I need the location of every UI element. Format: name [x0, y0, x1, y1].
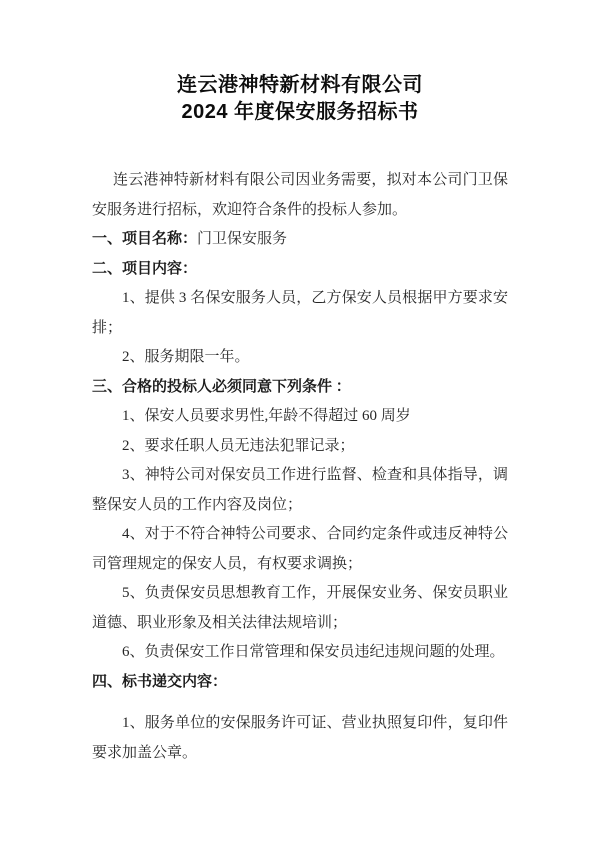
section-heading-2: 二、项目内容：	[92, 260, 198, 277]
section-3-item-4: 4、对于不符合神特公司要求、合同约定条件或违反神特公司管理规定的保安人员，有权要求调换；	[92, 526, 508, 572]
document-body	[92, 166, 508, 768]
section-3-item-2: 2、要求任职人员无违法犯罪记录；	[122, 437, 355, 454]
section-3-item-1: 1、保安人员要求男性,年龄不得超过 60 周岁	[122, 408, 411, 424]
section-3-item-3: 3、神特公司对保安员工作进行监督、检查和具体指导，调整保安人员的工作内容及岗位；	[92, 467, 508, 513]
section-heading-3: 三、合格的投标人必须同意下列条件 ：	[92, 378, 351, 395]
section-4-item-1: 1、服务单位的安保服务许可证、营业执照复印件，复印件要求加盖公章。	[92, 715, 508, 761]
section-3-item-6: 6、负责保安工作日常管理和保安员违纪违规问题的处理。	[122, 644, 505, 660]
section-2-item-2: 2、服务期限一年。	[122, 349, 250, 365]
section-2-item-1: 1、提供 3 名保安服务人员，乙方保安人员根据甲方要求安排；	[92, 290, 508, 336]
section-heading-4: 四、标书递交内容：	[92, 673, 228, 690]
intro-paragraph: 连云港神特新材料有限公司因业务需要，拟对本公司门卫保安服务进行招标，欢迎符合条件的投标人参加。	[92, 172, 508, 218]
section-3-item-5: 5、负责保安员思想教育工作，开展保安业务、保安员职业道德、职业形象及相关法律法规培训；	[92, 585, 508, 631]
section-heading-1-value: 门卫保安服务	[197, 231, 288, 247]
section-heading-1	[92, 225, 508, 255]
document-title-line1: 连云港神特新材料有限公司	[177, 74, 423, 96]
section-heading-1-label: 一、项目名称：	[92, 231, 198, 247]
document-title-line2: 2024 年度保安服务招标书	[181, 101, 419, 123]
